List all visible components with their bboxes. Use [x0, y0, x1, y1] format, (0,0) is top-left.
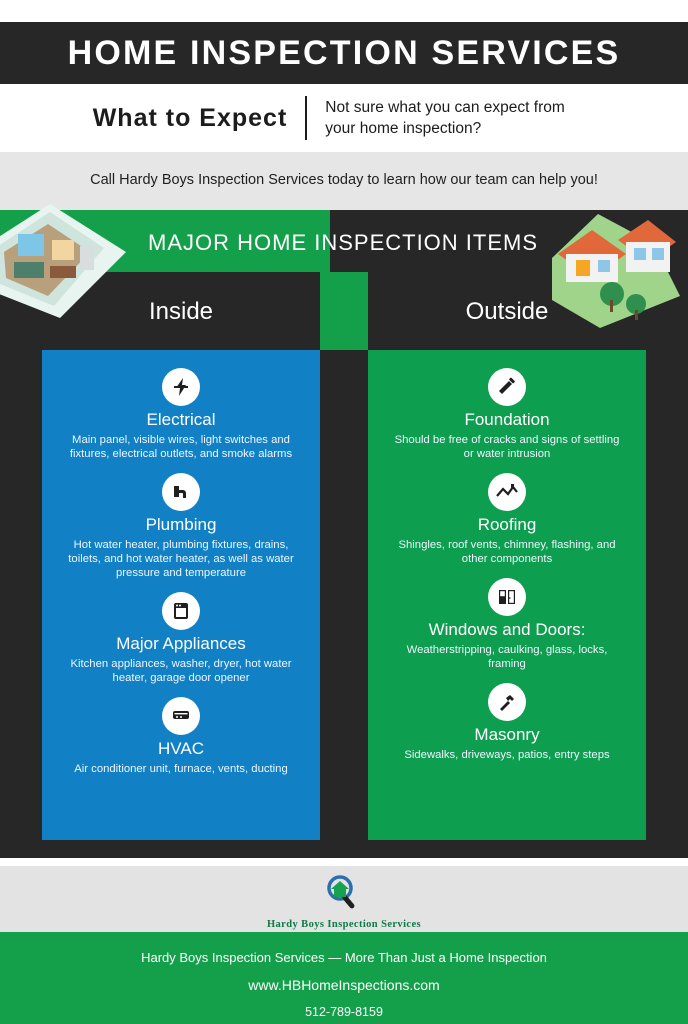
- item-description: Main panel, visible wires, light switches and fixtures, electrical outlets, and smoke alarms: [69, 434, 293, 460]
- list-item: [380, 578, 634, 671]
- item-title: Masonry: [474, 725, 540, 744]
- subheader-question: Not sure what you can expect from your home inspection?: [325, 99, 565, 137]
- item-title: Foundation: [464, 410, 550, 429]
- page-title: HOME INSPECTION SERVICES: [67, 33, 621, 72]
- item-title: Windows and Doors:: [428, 620, 586, 639]
- outside-column-label: Outside: [465, 298, 549, 325]
- logo-text: Hardy Boys Inspection Services: [266, 919, 422, 930]
- list-item: [54, 592, 308, 685]
- header-bar: [0, 22, 688, 84]
- item-description: Weatherstripping, caulking, glass, locks, framing: [406, 644, 608, 670]
- footer-phone[interactable]: 512-789-8159: [305, 1005, 383, 1019]
- subheader-heading: What to Expect: [92, 103, 288, 132]
- roofing-icon: [488, 473, 526, 511]
- item-description: Sidewalks, driveways, patios, entry steps: [404, 749, 610, 761]
- company-logo: [0, 872, 688, 930]
- masonry-icon: [488, 683, 526, 721]
- list-item: [54, 368, 308, 461]
- item-title: Major Appliances: [116, 634, 246, 653]
- plumbing-icon: [162, 473, 200, 511]
- footer-tagline: Hardy Boys Inspection Services — More Than Just a Home Inspection: [141, 950, 547, 965]
- item-title: Plumbing: [145, 515, 217, 534]
- item-title: Roofing: [477, 515, 537, 534]
- magnifier-house-logo: [320, 872, 368, 912]
- item-title: HVAC: [158, 739, 204, 758]
- item-description: Hot water heater, plumbing fixtures, drains, toilets, and hot water heater, as well as water pressure and temperature: [68, 539, 294, 579]
- list-item: [380, 683, 634, 762]
- electrical-icon: [162, 368, 200, 406]
- item-description: Shingles, roof vents, chimney, flashing, and other components: [398, 539, 616, 565]
- item-title: Electrical: [146, 410, 216, 429]
- inside-column-label: Inside: [148, 298, 214, 325]
- subheader: [0, 84, 688, 152]
- hvac-icon: [162, 697, 200, 735]
- appliance-icon: [162, 592, 200, 630]
- footer: [0, 932, 688, 1024]
- item-description: Kitchen appliances, washer, dryer, hot water heater, garage door opener: [70, 658, 292, 684]
- inside-column: [42, 350, 320, 840]
- list-item: [54, 697, 308, 776]
- foundation-icon: [488, 368, 526, 406]
- column-divider: [320, 272, 368, 350]
- section-title: MAJOR HOME INSPECTION ITEMS: [148, 230, 539, 255]
- outside-column: [368, 350, 646, 840]
- exterior-house-illustration: [552, 200, 688, 340]
- windows-doors-icon: [488, 578, 526, 616]
- callout-text: Call Hardy Boys Inspection Services today to learn how our team can help you!: [90, 172, 598, 188]
- list-item: [380, 368, 634, 461]
- list-item: [380, 473, 634, 566]
- interior-room-illustration: [0, 200, 126, 332]
- footer-website[interactable]: www.HBHomeInspections.com: [248, 977, 440, 993]
- item-description: Should be free of cracks and signs of settling or water intrusion: [394, 434, 620, 460]
- item-description: Air conditioner unit, furnace, vents, ducting: [74, 763, 288, 775]
- list-item: [54, 473, 308, 580]
